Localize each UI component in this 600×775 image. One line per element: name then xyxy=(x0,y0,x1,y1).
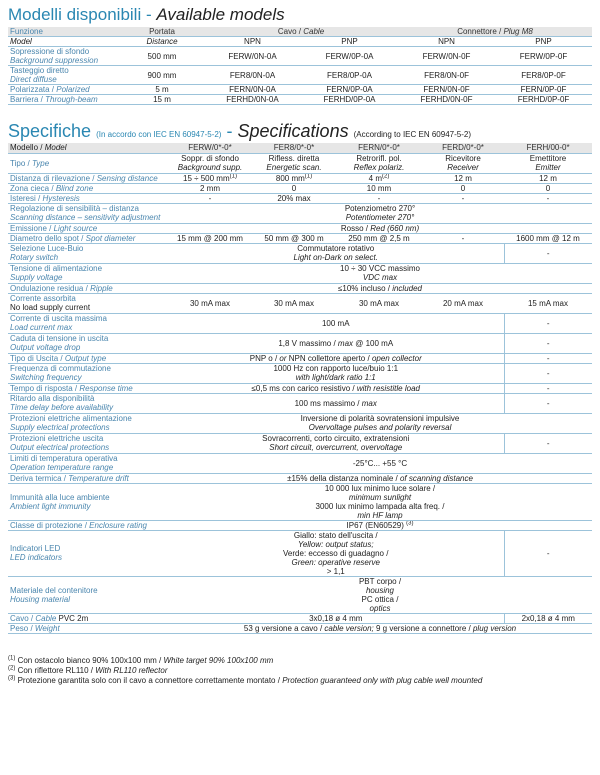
spec-row-response-time xyxy=(8,383,592,393)
header-pnp-plug: PNP xyxy=(495,37,592,47)
spec-row-scanning-adjustment xyxy=(8,203,592,223)
spec-label: Ondulazione residua / Ripple xyxy=(8,283,168,293)
spec-value: 100 mA xyxy=(168,313,504,333)
spec-value: 50 mm @ 300 m xyxy=(252,233,336,243)
row-code: FERN/0P-0A xyxy=(301,85,398,95)
row-code: FER8/0N-0A xyxy=(204,66,301,85)
spec-label: Caduta di tensione in uscita Output voltage drop xyxy=(8,333,168,353)
spec-value: ≤0,5 ms con carico resistivo / with resistitle load xyxy=(168,383,504,393)
header-funzione: Funzione xyxy=(8,27,120,37)
spec-row-hysteresis xyxy=(8,193,592,203)
spec-value: Commutatore rotativo Light on-Dark on select. xyxy=(168,243,504,263)
spec-row-led-indicators xyxy=(8,530,592,576)
spec-row-temperature-drift xyxy=(8,473,592,483)
spec-value: Inversione di polarità sovratensioni impulsive Overvoltage pulses and polarity reversal xyxy=(168,413,592,433)
spec-value: 30 mA max xyxy=(252,293,336,313)
spec-label: Classe di protezione / Enclosure rating xyxy=(8,520,168,530)
row-code: FER8/0P-0F xyxy=(495,66,592,85)
spec-value: 15 ÷ 500 $mm^{(1)}$ xyxy=(168,173,252,183)
row-code: FERHD/0N-0F xyxy=(398,95,495,105)
spec-value: 1000 Hz con rapporto luce/buio 1:1 with light/dark ratio 1:1 xyxy=(168,363,504,383)
specs-title-dash: - xyxy=(226,121,233,141)
row-range: 900 mm xyxy=(120,66,204,85)
spec-row-load-current xyxy=(8,313,592,333)
spec-value: - xyxy=(504,193,592,203)
specs-title-it: Specifiche xyxy=(8,121,92,141)
spec-value: Emettitore Emitter xyxy=(504,153,592,173)
spec-row-weight xyxy=(8,623,592,633)
row-label: Sopressione di sfondo Background suppression xyxy=(8,47,120,66)
spec-value: 4 $m^{(2)}$ xyxy=(336,173,422,183)
spec-value: - xyxy=(504,243,592,263)
spec-row-light-source xyxy=(8,223,592,233)
spec-value: -25°C... +55 °C xyxy=(168,453,592,473)
specs-title-en: Specifications xyxy=(237,121,349,141)
spec-value: 2 mm xyxy=(168,183,252,193)
spec-label: Regolazione di sensibilità – distanza Scanning distance – sensitivity adjustment xyxy=(8,203,168,223)
spec-value: 1,8 V massimo / max @ 100 mA xyxy=(168,333,504,353)
specs-title xyxy=(8,119,592,143)
spec-value: 30 mA max xyxy=(336,293,422,313)
spec-value: 3x0,18 ø 4 mm xyxy=(168,613,504,623)
spec-value: 2x0,18 ø 4 mm xyxy=(504,613,592,623)
specs-note-en: (According to IEC EN 60947-5-2) xyxy=(353,130,471,139)
models-title-en: Available models xyxy=(156,5,285,24)
footnote: $^{(3)}$ Protezione garantita solo con il cavo a connettore correttamente montato / Protection guaranteed only with plug cable well mounted xyxy=(8,674,483,685)
spec-label: Isteresi / Hysteresis xyxy=(8,193,168,203)
spec-row-rotary-switch xyxy=(8,243,592,263)
row-range: 500 mm xyxy=(120,47,204,66)
spec-model-col: FERH/00-0* xyxy=(504,143,592,153)
spec-value: 1600 mm @ 12 m xyxy=(504,233,592,243)
spec-row-ripple xyxy=(8,283,592,293)
row-code: FERN/0N-0F xyxy=(398,85,495,95)
row-range: 15 m xyxy=(120,95,204,105)
spec-label: Cavo / Cable PVC 2m xyxy=(8,613,168,623)
spec-label: Tipo / Type xyxy=(8,153,168,173)
spec-row-sensing-distance xyxy=(8,173,592,183)
spec-value: 10 000 lux minimo luce solare / minimum sunlight 3000 lux minimo lampada alta freq. / min HF lamp xyxy=(168,483,592,520)
spec-label: Modello / Model xyxy=(8,143,168,153)
spec-row-type xyxy=(8,153,592,173)
spec-value: - xyxy=(422,233,504,243)
spec-label: Corrente assorbita No load supply current xyxy=(8,293,168,313)
models-title-dash: - xyxy=(145,5,152,24)
spec-value: - xyxy=(504,383,592,393)
models-header-row-2 xyxy=(8,37,592,47)
specs-note-it: (In accordo con IEC EN 60947-5-2) xyxy=(96,130,222,139)
spec-model-col: FER8/0*-0* xyxy=(252,143,336,153)
spec-value: 0 xyxy=(252,183,336,193)
models-header-row-1 xyxy=(8,27,592,37)
spec-label: Protezioni elettriche uscita Output electrical protections xyxy=(8,433,168,453)
header-model: Model xyxy=(8,37,120,47)
spec-value: 250 mm @ 2,5 m xyxy=(336,233,422,243)
row-label: Tasteggio diretto Direct diffuse xyxy=(8,66,120,85)
spec-value: - xyxy=(504,313,592,333)
spec-value: 12 m xyxy=(504,173,592,183)
spec-value: - xyxy=(422,193,504,203)
header-npn-cable: NPN xyxy=(204,37,301,47)
row-label: Polarizzata / Polarized xyxy=(8,85,120,95)
row-label: Barriera / Through-beam xyxy=(8,95,120,105)
spec-value: 20 mA max xyxy=(422,293,504,313)
row-code: FER8/0N-0F xyxy=(398,66,495,85)
spec-row-blind-zone xyxy=(8,183,592,193)
spec-value: 20% max xyxy=(252,193,336,203)
row-code: FERW/0N-0A xyxy=(204,47,301,66)
models-title xyxy=(8,0,592,27)
spec-value: - xyxy=(504,393,592,413)
header-cable: Cavo / Cable xyxy=(204,27,398,37)
spec-label: Immunità alla luce ambiente Ambient light immunity xyxy=(8,483,168,520)
spec-row-temperature-range xyxy=(8,453,592,473)
spec-row-switching-frequency xyxy=(8,363,592,383)
header-distance: Distance xyxy=(120,37,204,47)
row-code: FERW/0P-0A xyxy=(301,47,398,66)
row-code: FERW/0P-0F xyxy=(495,47,592,66)
spec-model-col: FERD/0*-0* xyxy=(422,143,504,153)
spec-value: 0 xyxy=(504,183,592,193)
spec-row-cable xyxy=(8,613,592,623)
spec-label: Indicatori LED LED indicators xyxy=(8,530,168,576)
row-code: FERW/0N-0F xyxy=(398,47,495,66)
spec-value: 30 mA max xyxy=(168,293,252,313)
spec-row-enclosure-rating xyxy=(8,520,592,530)
spec-value: 15 mm @ 200 mm xyxy=(168,233,252,243)
spec-label: Ritardo alla disponibilità Time delay before availability xyxy=(8,393,168,413)
spec-label: Selezione Luce-Buio Rotary switch xyxy=(8,243,168,263)
specs-header-row xyxy=(8,143,592,153)
spec-value: PNP o / or NPN collettore aperto / open collector xyxy=(168,353,504,363)
spec-value: Sovracorrenti, corto circuito, extratensioni Short circuit, overcurrent, overvoltage xyxy=(168,433,504,453)
row-code: FERHD/0P-0F xyxy=(495,95,592,105)
footnote: $^{(1)}$ Con ostacolo bianco 90% 100x100 mm / White target 90% 100x100 mm xyxy=(8,654,274,665)
spec-label: Emissione / Light source xyxy=(8,223,168,233)
models-row-polarized xyxy=(8,85,592,95)
spec-model-col: FERW/0*-0* xyxy=(168,143,252,153)
spec-label: Deriva termica / Temperature drift xyxy=(8,473,168,483)
spec-value: 100 ms massimo / max xyxy=(168,393,504,413)
spec-label: Tempo di risposta / Response time xyxy=(8,383,168,393)
spec-value: Retrorifl. pol. Reflex polariz. xyxy=(336,153,422,173)
spec-label: Frequenza di commutazione Switching frequency xyxy=(8,363,168,383)
spec-model-col: FERN/0*-0* xyxy=(336,143,422,153)
spec-value: 12 m xyxy=(422,173,504,183)
spec-label: Distanza di rilevazione / Sensing distance xyxy=(8,173,168,183)
specs-table xyxy=(8,143,592,634)
models-row-background xyxy=(8,47,592,66)
footnote: $^{(2)}$ Con riflettore RL110 / With RL110 reflector xyxy=(8,664,168,675)
spec-value: 15 mA max xyxy=(504,293,592,313)
spec-value: Potenziometro 270° Potentiometer 270° xyxy=(168,203,592,223)
header-npn-plug: NPN xyxy=(398,37,495,47)
spec-row-spot-diameter xyxy=(8,233,592,243)
spec-row-supply-current xyxy=(8,293,592,313)
spec-label: Tensione di alimentazione Supply voltage xyxy=(8,263,168,283)
spec-label: Protezioni elettriche alimentazione Supply electrical protections xyxy=(8,413,168,433)
spec-label: Diametro dello spot / Spot diameter xyxy=(8,233,168,243)
row-code: FERN/0N-0A xyxy=(204,85,301,95)
spec-row-time-delay xyxy=(8,393,592,413)
row-range: 5 m xyxy=(120,85,204,95)
row-code: FERHD/0P-0A xyxy=(301,95,398,105)
spec-row-supply-protections xyxy=(8,413,592,433)
spec-value: - xyxy=(336,193,422,203)
spec-value: IP67 (EN60529) $^{(3)}$ xyxy=(168,520,592,530)
spec-label: Corrente di uscita massima Load current max xyxy=(8,313,168,333)
spec-value: ≤10% incluso / included xyxy=(168,283,592,293)
spec-row-housing-material xyxy=(8,576,592,613)
spec-value: ±15% della distanza nominale / of scanning distance xyxy=(168,473,592,483)
row-code: FERN/0P-0F xyxy=(495,85,592,95)
spec-value: Soppr. di sfondo Background supp. xyxy=(168,153,252,173)
spec-value: - xyxy=(504,363,592,383)
footnotes xyxy=(8,656,592,686)
header-pnp-cable: PNP xyxy=(301,37,398,47)
spec-row-output-type xyxy=(8,353,592,363)
row-code: FERHD/0N-0A xyxy=(204,95,301,105)
models-title-it: Modelli disponibili xyxy=(8,5,142,24)
spec-value: Rosso / Red (660 nm) xyxy=(168,223,592,233)
spec-value: 0 xyxy=(422,183,504,193)
spec-value: Ricevitore Receiver xyxy=(422,153,504,173)
spec-label: Peso / Weight xyxy=(8,623,168,633)
row-code: FER8/0P-0A xyxy=(301,66,398,85)
spec-value: 800 $mm^{(1)}$ xyxy=(252,173,336,183)
spec-value: 53 g versione a cavo / cable version; 9 g versione a connettore / plug version xyxy=(168,623,592,633)
spec-label: Limiti di temperatura operativa Operation temperature range xyxy=(8,453,168,473)
models-table xyxy=(8,27,592,105)
spec-row-voltage-drop xyxy=(8,333,592,353)
spec-value: - xyxy=(504,353,592,363)
spec-row-supply-voltage xyxy=(8,263,592,283)
spec-row-ambient-light xyxy=(8,483,592,520)
spec-value: - xyxy=(168,193,252,203)
spec-value: - xyxy=(504,433,592,453)
spec-label: Materiale del contenitore Housing material xyxy=(8,576,168,613)
spec-value: Giallo: stato dell'uscita / Yellow: output status; Verde: eccesso di guadagno / Green: operative reserve > 1,1 xyxy=(168,530,504,576)
header-portata: Portata xyxy=(120,27,204,37)
spec-row-output-protections xyxy=(8,433,592,453)
models-row-diffuse xyxy=(8,66,592,85)
spec-value: Rifless. diretta Energetic scan. xyxy=(252,153,336,173)
spec-value: 10 mm xyxy=(336,183,422,193)
header-plug: Connettore / Plug M8 xyxy=(398,27,592,37)
models-row-through-beam xyxy=(8,95,592,105)
spec-value: PBT corpo / housing PC ottica / optics xyxy=(168,576,592,613)
spec-label: Tipo di Uscita / Output type xyxy=(8,353,168,363)
spec-label: Zona cieca / Blind zone xyxy=(8,183,168,193)
spec-value: - xyxy=(504,530,592,576)
spec-value: 10 ÷ 30 VCC massimo VDC max xyxy=(168,263,592,283)
spec-value: - xyxy=(504,333,592,353)
